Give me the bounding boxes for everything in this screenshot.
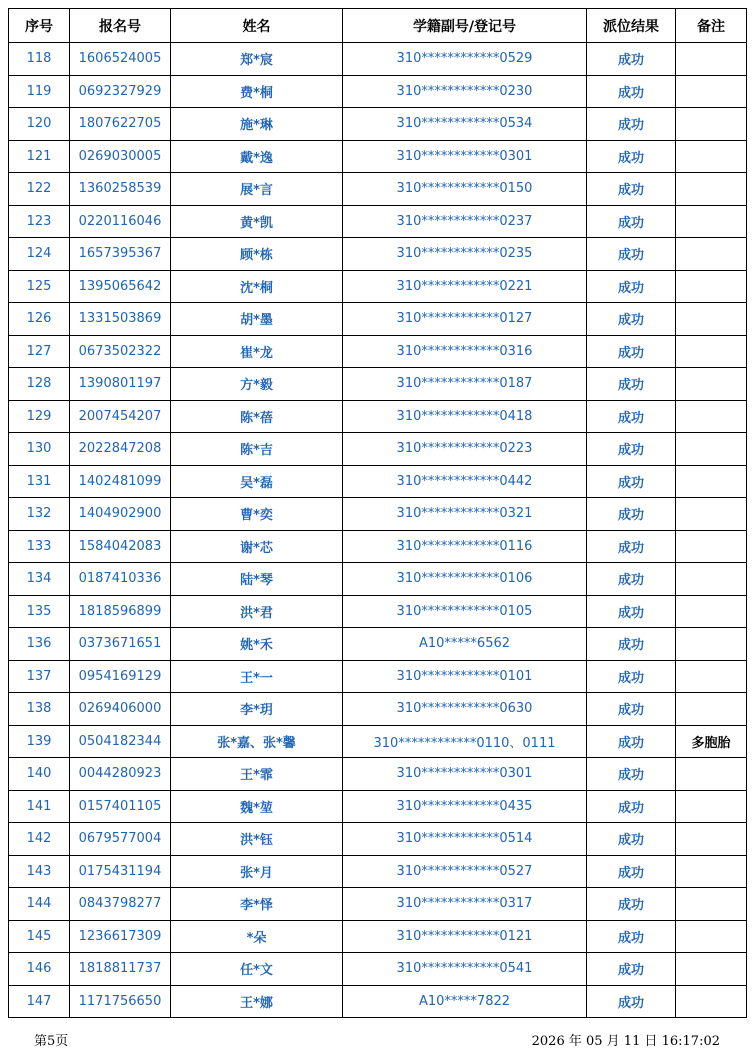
cell-note: [676, 368, 747, 401]
table-row: [9, 433, 747, 466]
cell-result: 成功: [587, 108, 676, 141]
cell-reg-no: 0692327929: [70, 75, 171, 108]
cell-seq: 138: [9, 693, 70, 726]
cell-name: 施*琳: [171, 108, 343, 141]
cell-seq: 122: [9, 173, 70, 206]
cell-reg-no: 0673502322: [70, 335, 171, 368]
cell-reg-no: 0843798277: [70, 888, 171, 921]
cell-result: 成功: [587, 628, 676, 661]
cell-name: 曹*奕: [171, 498, 343, 531]
table-row: [9, 303, 747, 336]
cell-reg-no: 1606524005: [70, 43, 171, 76]
table-row: [9, 660, 747, 693]
cell-student-id: 310************0223: [343, 433, 587, 466]
cell-name: 吴*磊: [171, 465, 343, 498]
cell-reg-no: 0269030005: [70, 140, 171, 173]
cell-note: 多胞胎: [676, 725, 747, 758]
cell-seq: 142: [9, 823, 70, 856]
table-row: [9, 595, 747, 628]
header-note: 备注: [676, 9, 747, 43]
cell-reg-no: 1360258539: [70, 173, 171, 206]
table-header-row: [9, 9, 747, 43]
cell-reg-no: 1657395367: [70, 238, 171, 271]
cell-result: 成功: [587, 433, 676, 466]
cell-result: 成功: [587, 823, 676, 856]
cell-note: [676, 595, 747, 628]
cell-note: [676, 205, 747, 238]
cell-name: 魏*堃: [171, 790, 343, 823]
cell-note: [676, 335, 747, 368]
cell-result: 成功: [587, 335, 676, 368]
cell-note: [676, 953, 747, 986]
cell-seq: 146: [9, 953, 70, 986]
cell-seq: 123: [9, 205, 70, 238]
cell-seq: 126: [9, 303, 70, 336]
cell-student-id: 310************0106: [343, 563, 587, 596]
cell-student-id: 310************0435: [343, 790, 587, 823]
table-row: [9, 725, 747, 758]
cell-name: 黄*凯: [171, 205, 343, 238]
cell-note: [676, 920, 747, 953]
cell-seq: 143: [9, 855, 70, 888]
cell-seq: 147: [9, 985, 70, 1018]
cell-note: [676, 303, 747, 336]
cell-note: [676, 498, 747, 531]
cell-reg-no: 0175431194: [70, 855, 171, 888]
cell-name: 胡*墨: [171, 303, 343, 336]
cell-seq: 131: [9, 465, 70, 498]
cell-reg-no: 0269406000: [70, 693, 171, 726]
cell-seq: 134: [9, 563, 70, 596]
cell-student-id: 310************0442: [343, 465, 587, 498]
cell-reg-no: 1331503869: [70, 303, 171, 336]
cell-note: [676, 75, 747, 108]
cell-seq: 139: [9, 725, 70, 758]
cell-seq: 120: [9, 108, 70, 141]
cell-result: 成功: [587, 725, 676, 758]
cell-student-id: 310************0110、0111: [343, 725, 587, 758]
cell-result: 成功: [587, 303, 676, 336]
cell-seq: 132: [9, 498, 70, 531]
cell-name: 张*月: [171, 855, 343, 888]
cell-note: [676, 790, 747, 823]
cell-result: 成功: [587, 790, 676, 823]
cell-student-id: 310************0235: [343, 238, 587, 271]
cell-reg-no: 0373671651: [70, 628, 171, 661]
cell-reg-no: 2022847208: [70, 433, 171, 466]
cell-result: 成功: [587, 563, 676, 596]
cell-note: [676, 758, 747, 791]
cell-result: 成功: [587, 205, 676, 238]
cell-student-id: 310************0301: [343, 758, 587, 791]
table-row: [9, 335, 747, 368]
cell-note: [676, 563, 747, 596]
cell-note: [676, 465, 747, 498]
header-seq: 序号: [9, 9, 70, 43]
cell-student-id: 310************0514: [343, 823, 587, 856]
table-row: [9, 465, 747, 498]
cell-result: 成功: [587, 985, 676, 1018]
cell-reg-no: 0044280923: [70, 758, 171, 791]
cell-result: 成功: [587, 465, 676, 498]
cell-reg-no: 0954169129: [70, 660, 171, 693]
cell-result: 成功: [587, 75, 676, 108]
header-reg-no: 报名号: [70, 9, 171, 43]
table-row: [9, 205, 747, 238]
cell-note: [676, 140, 747, 173]
cell-seq: 140: [9, 758, 70, 791]
cell-student-id: A10*****6562: [343, 628, 587, 661]
cell-name: 费*桐: [171, 75, 343, 108]
cell-reg-no: 1402481099: [70, 465, 171, 498]
cell-seq: 128: [9, 368, 70, 401]
cell-student-id: 310************0116: [343, 530, 587, 563]
cell-note: [676, 628, 747, 661]
cell-note: [676, 530, 747, 563]
cell-seq: 133: [9, 530, 70, 563]
cell-reg-no: 0187410336: [70, 563, 171, 596]
table-row: [9, 823, 747, 856]
cell-seq: 121: [9, 140, 70, 173]
cell-result: 成功: [587, 660, 676, 693]
cell-student-id: 310************0630: [343, 693, 587, 726]
cell-note: [676, 433, 747, 466]
cell-note: [676, 400, 747, 433]
cell-result: 成功: [587, 238, 676, 271]
cell-note: [676, 108, 747, 141]
cell-reg-no: 1395065642: [70, 270, 171, 303]
cell-name: 洪*君: [171, 595, 343, 628]
cell-name: 李*玥: [171, 693, 343, 726]
cell-student-id: 310************0529: [343, 43, 587, 76]
table-row: [9, 140, 747, 173]
cell-reg-no: 1818596899: [70, 595, 171, 628]
cell-seq: 119: [9, 75, 70, 108]
cell-note: [676, 43, 747, 76]
cell-result: 成功: [587, 270, 676, 303]
cell-name: *朵: [171, 920, 343, 953]
cell-result: 成功: [587, 888, 676, 921]
table-row: [9, 270, 747, 303]
cell-result: 成功: [587, 855, 676, 888]
cell-student-id: 310************0527: [343, 855, 587, 888]
cell-seq: 129: [9, 400, 70, 433]
cell-student-id: 310************0418: [343, 400, 587, 433]
cell-name: 展*言: [171, 173, 343, 206]
header-result: 派位结果: [587, 9, 676, 43]
cell-note: [676, 888, 747, 921]
cell-name: 张*嘉、张*馨: [171, 725, 343, 758]
cell-reg-no: 0157401105: [70, 790, 171, 823]
cell-reg-no: 1807622705: [70, 108, 171, 141]
cell-result: 成功: [587, 173, 676, 206]
cell-name: 陆*琴: [171, 563, 343, 596]
table-row: [9, 920, 747, 953]
page-number: 第5页: [34, 1034, 69, 1049]
cell-name: 王*霏: [171, 758, 343, 791]
print-datetime: 2026 年 05 月 11 日 16:17:02: [531, 1034, 720, 1049]
cell-student-id: 310************0101: [343, 660, 587, 693]
cell-name: 郑*宸: [171, 43, 343, 76]
cell-student-id: 310************0316: [343, 335, 587, 368]
table-row: [9, 888, 747, 921]
cell-student-id: 310************0230: [343, 75, 587, 108]
table-row: [9, 238, 747, 271]
table-row: [9, 758, 747, 791]
cell-student-id: 310************0534: [343, 108, 587, 141]
cell-student-id: 310************0187: [343, 368, 587, 401]
cell-result: 成功: [587, 368, 676, 401]
cell-result: 成功: [587, 920, 676, 953]
cell-name: 洪*钰: [171, 823, 343, 856]
table-row: [9, 173, 747, 206]
table-row: [9, 953, 747, 986]
cell-seq: 145: [9, 920, 70, 953]
header-name: 姓名: [171, 9, 343, 43]
cell-reg-no: 1818811737: [70, 953, 171, 986]
cell-name: 任*文: [171, 953, 343, 986]
cell-name: 谢*芯: [171, 530, 343, 563]
cell-reg-no: 0679577004: [70, 823, 171, 856]
table-row: [9, 43, 747, 76]
cell-name: 沈*桐: [171, 270, 343, 303]
cell-name: 王*一: [171, 660, 343, 693]
cell-note: [676, 238, 747, 271]
table-row: [9, 75, 747, 108]
cell-reg-no: 1584042083: [70, 530, 171, 563]
cell-note: [676, 985, 747, 1018]
cell-reg-no: 1236617309: [70, 920, 171, 953]
cell-name: 陈*蓓: [171, 400, 343, 433]
cell-student-id: 310************0221: [343, 270, 587, 303]
cell-result: 成功: [587, 530, 676, 563]
cell-note: [676, 173, 747, 206]
table-row: [9, 530, 747, 563]
cell-name: 顾*栋: [171, 238, 343, 271]
cell-seq: 136: [9, 628, 70, 661]
cell-reg-no: 0220116046: [70, 205, 171, 238]
header-student-id: 学籍副号/登记号: [343, 9, 587, 43]
cell-student-id: 310************0105: [343, 595, 587, 628]
cell-seq: 125: [9, 270, 70, 303]
cell-student-id: 310************0127: [343, 303, 587, 336]
cell-note: [676, 693, 747, 726]
table-row: [9, 368, 747, 401]
cell-reg-no: 1171756650: [70, 985, 171, 1018]
cell-student-id: 310************0301: [343, 140, 587, 173]
cell-name: 方*毅: [171, 368, 343, 401]
results-table-container: [8, 8, 746, 1018]
cell-name: 戴*逸: [171, 140, 343, 173]
cell-seq: 127: [9, 335, 70, 368]
cell-name: 王*娜: [171, 985, 343, 1018]
table-row: [9, 855, 747, 888]
cell-result: 成功: [587, 595, 676, 628]
cell-result: 成功: [587, 953, 676, 986]
cell-note: [676, 660, 747, 693]
cell-seq: 135: [9, 595, 70, 628]
table-row: [9, 790, 747, 823]
cell-student-id: 310************0317: [343, 888, 587, 921]
cell-seq: 144: [9, 888, 70, 921]
cell-name: 陈*吉: [171, 433, 343, 466]
cell-note: [676, 823, 747, 856]
cell-result: 成功: [587, 758, 676, 791]
table-row: [9, 628, 747, 661]
results-table: [8, 8, 747, 1018]
cell-student-id: A10*****7822: [343, 985, 587, 1018]
cell-note: [676, 855, 747, 888]
cell-name: 李*怿: [171, 888, 343, 921]
cell-student-id: 310************0321: [343, 498, 587, 531]
cell-name: 姚*禾: [171, 628, 343, 661]
cell-result: 成功: [587, 498, 676, 531]
cell-result: 成功: [587, 693, 676, 726]
table-row: [9, 108, 747, 141]
cell-result: 成功: [587, 400, 676, 433]
table-row: [9, 400, 747, 433]
table-row: [9, 498, 747, 531]
table-row: [9, 563, 747, 596]
cell-reg-no: 1390801197: [70, 368, 171, 401]
cell-student-id: 310************0150: [343, 173, 587, 206]
cell-student-id: 310************0121: [343, 920, 587, 953]
cell-note: [676, 270, 747, 303]
cell-student-id: 310************0541: [343, 953, 587, 986]
cell-seq: 130: [9, 433, 70, 466]
cell-name: 崔*龙: [171, 335, 343, 368]
cell-reg-no: 0504182344: [70, 725, 171, 758]
cell-student-id: 310************0237: [343, 205, 587, 238]
cell-reg-no: 1404902900: [70, 498, 171, 531]
table-row: [9, 693, 747, 726]
cell-seq: 118: [9, 43, 70, 76]
cell-result: 成功: [587, 140, 676, 173]
cell-seq: 137: [9, 660, 70, 693]
table-body: [9, 43, 747, 1018]
cell-seq: 141: [9, 790, 70, 823]
cell-reg-no: 2007454207: [70, 400, 171, 433]
cell-result: 成功: [587, 43, 676, 76]
cell-seq: 124: [9, 238, 70, 271]
table-row: [9, 985, 747, 1018]
